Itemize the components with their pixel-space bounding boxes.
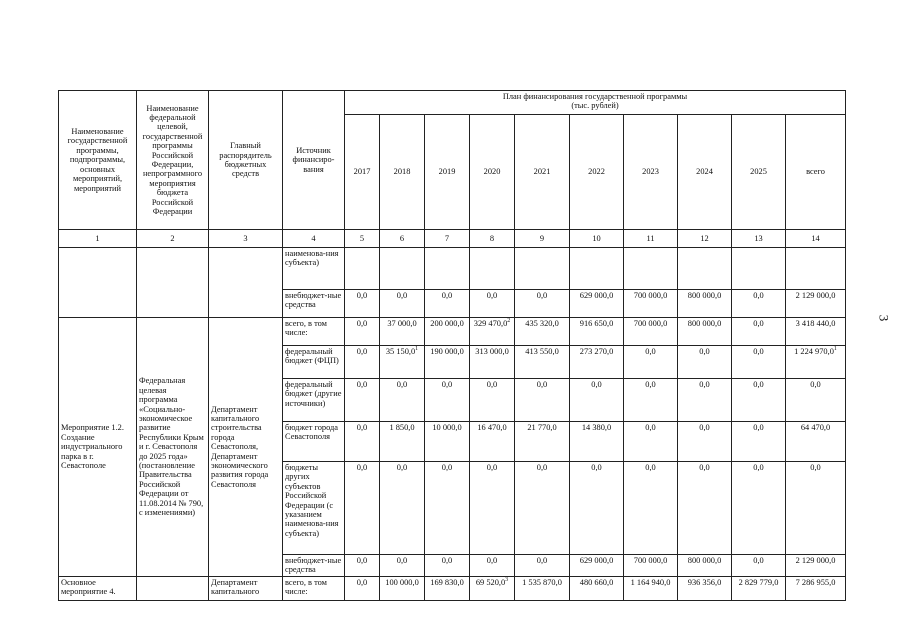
- index-cell: 9: [515, 230, 570, 248]
- value-cell: [345, 462, 380, 555]
- value-text: 0,0: [753, 347, 764, 356]
- value-cell: [380, 555, 425, 577]
- value-cell: [732, 346, 786, 379]
- value-cell: [678, 248, 732, 290]
- index-cell: 7: [425, 230, 470, 248]
- value-text: 2 129 000,0: [795, 291, 836, 300]
- header-year: 2017: [345, 115, 380, 230]
- value-cell: [732, 379, 786, 422]
- value-cell: [380, 248, 425, 290]
- value-text: 936 356,0: [687, 577, 722, 587]
- value-cell: [624, 248, 678, 290]
- source-cell: внебюджет-ные средства: [283, 290, 345, 318]
- value-text: 700 000,0: [633, 319, 668, 328]
- value-cell: [425, 422, 470, 462]
- value-text: 273 270,0: [579, 347, 614, 356]
- value-text: 0,0: [645, 380, 656, 389]
- index-cell: 4: [283, 230, 345, 248]
- value-text: 0,0: [536, 463, 548, 472]
- header-year: 2018: [380, 115, 425, 230]
- value-text: 190 000,0: [430, 347, 464, 356]
- value-cell: [345, 346, 380, 379]
- value-cell: [624, 462, 678, 555]
- main-measure-manager: Департамент капитального: [209, 576, 283, 600]
- value-text: 35 150,0: [385, 347, 416, 356]
- value-text: 0,0: [536, 380, 548, 389]
- value-cell: [425, 248, 470, 290]
- index-cell: 5: [345, 230, 380, 248]
- value-cell: [470, 555, 515, 577]
- main-measure-name: Основное мероприятие 4.: [59, 576, 137, 600]
- value-text: 329 470,0: [473, 319, 508, 328]
- header-col2: Наименование федеральной целевой, государственной программы Российской Федерации, непрограммного мероприятия бюджета Российской Федерации: [137, 91, 209, 230]
- value-cell: [345, 555, 380, 577]
- index-cell: 3: [209, 230, 283, 248]
- value-text: 37 000,0: [387, 319, 417, 328]
- value-cell: [786, 318, 846, 346]
- value-cell: [515, 318, 570, 346]
- value-text: 0,0: [356, 423, 368, 432]
- value-text: 0,0: [810, 463, 821, 472]
- value-cell: [678, 290, 732, 318]
- value-text: 0,0: [753, 463, 764, 472]
- value-text: 0,0: [591, 463, 602, 472]
- value-cell: [380, 346, 425, 379]
- value-cell: [345, 576, 380, 600]
- empty-cell: [137, 248, 209, 318]
- empty-cell: [209, 248, 283, 318]
- value-text: 64 470,0: [800, 423, 831, 432]
- index-cell: 13: [732, 230, 786, 248]
- value-cell: [570, 379, 624, 422]
- table-row: [59, 248, 846, 290]
- value-cell: [732, 462, 786, 555]
- value-text: 0,0: [356, 347, 368, 356]
- value-cell: [678, 318, 732, 346]
- value-text: 0,0: [396, 463, 408, 472]
- value-cell: [345, 379, 380, 422]
- value-cell: [624, 576, 678, 600]
- value-text: 0,0: [699, 463, 710, 472]
- value-cell: [380, 576, 425, 600]
- header-year: 2020: [470, 115, 515, 230]
- value-cell: [732, 290, 786, 318]
- value-cell: [470, 422, 515, 462]
- value-cell: [624, 379, 678, 422]
- value-text: 0,0: [396, 380, 408, 389]
- value-cell: [678, 346, 732, 379]
- value-text: 169 830,0: [430, 577, 464, 587]
- index-cell: 10: [570, 230, 624, 248]
- value-text: 0,0: [810, 380, 821, 389]
- footnote-mark: 3: [505, 577, 509, 584]
- header-year: 2022: [570, 115, 624, 230]
- value-cell: [380, 422, 425, 462]
- value-cell: [570, 290, 624, 318]
- value-cell: [470, 379, 515, 422]
- value-text: 2 829 779,0: [738, 577, 779, 587]
- header-col1: Наименование государственной программы, подпрограммы, основных мероприятий, мероприятий: [59, 91, 137, 230]
- value-text: 0,0: [645, 463, 656, 472]
- value-text: 0,0: [536, 556, 548, 565]
- footnote-mark: 2: [507, 318, 511, 325]
- value-text: 413 550,0: [525, 347, 559, 356]
- value-cell: [732, 318, 786, 346]
- value-text: 480 660,0: [579, 577, 614, 587]
- value-text: 0,0: [753, 319, 764, 328]
- value-cell: [515, 462, 570, 555]
- index-cell: 12: [678, 230, 732, 248]
- value-text: 0,0: [356, 291, 368, 300]
- value-cell: [515, 576, 570, 600]
- page-number: 3: [876, 314, 892, 322]
- table-row: [59, 318, 846, 346]
- value-text: 69 520,0: [475, 577, 506, 587]
- index-cell: 11: [624, 230, 678, 248]
- index-cell: 8: [470, 230, 515, 248]
- value-cell: [470, 346, 515, 379]
- value-cell: [786, 290, 846, 318]
- value-cell: [470, 462, 515, 555]
- value-text: 0,0: [699, 380, 710, 389]
- value-text: 0,0: [591, 380, 602, 389]
- value-cell: [425, 290, 470, 318]
- value-text: 313 000,0: [475, 347, 509, 356]
- index-cell: 2: [137, 230, 209, 248]
- value-cell: [786, 248, 846, 290]
- value-text: 435 320,0: [525, 319, 559, 328]
- value-cell: [786, 462, 846, 555]
- value-cell: [380, 462, 425, 555]
- source-cell: бюджеты других субъектов Российской Федерации (с указанием наименова-ния субъекта): [283, 462, 345, 555]
- value-cell: [624, 422, 678, 462]
- value-text: 0,0: [356, 319, 368, 328]
- value-cell: [678, 379, 732, 422]
- plan-unit: (тыс. рублей): [571, 101, 619, 111]
- header-col3: Главный распорядитель бюджетных средств: [209, 91, 283, 230]
- value-text: 0,0: [645, 347, 656, 356]
- value-cell: [345, 422, 380, 462]
- empty-cell: [59, 248, 137, 318]
- value-cell: [624, 555, 678, 577]
- value-cell: [570, 248, 624, 290]
- value-text: 629 000,0: [579, 556, 614, 565]
- header-row-1: [59, 91, 846, 115]
- value-text: 1 535 870,0: [522, 577, 562, 587]
- footnote-mark: 1: [833, 346, 837, 353]
- value-cell: [570, 555, 624, 577]
- value-cell: [470, 248, 515, 290]
- table-row: [59, 576, 846, 600]
- source-cell: бюджет города Севастополя: [283, 422, 345, 462]
- value-cell: [678, 462, 732, 555]
- value-text: 0,0: [486, 463, 498, 472]
- value-cell: [786, 422, 846, 462]
- program-name: Федеральная целевая программа «Социально-экономическое развитие Республики Крым и г. Севастополя до 2025 года» (постановление Правительства Российской Федерации от 11.08.2014 № 790, с изменениями): [137, 318, 209, 577]
- index-row: [59, 230, 846, 248]
- value-text: 2 129 000,0: [795, 556, 836, 565]
- source-cell: всего, в том числе:: [283, 318, 345, 346]
- value-cell: [624, 318, 678, 346]
- header-plan: [345, 91, 846, 115]
- header-year: 2025: [732, 115, 786, 230]
- header-year: 2024: [678, 115, 732, 230]
- value-cell: [570, 346, 624, 379]
- value-cell: [786, 555, 846, 577]
- value-cell: [345, 318, 380, 346]
- value-text: 800 000,0: [687, 291, 722, 300]
- value-text: 1 850,0: [389, 423, 415, 432]
- value-text: 0,0: [441, 463, 453, 472]
- value-cell: [425, 555, 470, 577]
- value-text: 7 286 955,0: [795, 577, 836, 587]
- value-cell: [515, 555, 570, 577]
- value-cell: [425, 462, 470, 555]
- value-text: 0,0: [753, 423, 764, 432]
- value-cell: [732, 248, 786, 290]
- value-text: 0,0: [753, 291, 764, 300]
- value-cell: [425, 318, 470, 346]
- header-year: 2019: [425, 115, 470, 230]
- value-text: 700 000,0: [633, 556, 668, 565]
- value-text: 1 224 970,0: [794, 347, 834, 356]
- value-text: 700 000,0: [633, 291, 668, 300]
- plan-title: План финансирования государственной программы: [502, 92, 688, 101]
- value-text: 0,0: [356, 463, 368, 472]
- value-text: 0,0: [536, 291, 548, 300]
- main-measure-program: [137, 576, 209, 600]
- value-text: 0,0: [753, 556, 764, 565]
- value-text: 0,0: [356, 556, 368, 565]
- source-cell: внебюджет-ные средства: [283, 555, 345, 577]
- value-text: 800 000,0: [687, 319, 722, 328]
- value-text: 0,0: [441, 380, 453, 389]
- value-cell: [786, 379, 846, 422]
- financing-table: [58, 90, 846, 601]
- value-cell: [380, 290, 425, 318]
- value-cell: [345, 290, 380, 318]
- value-cell: [732, 422, 786, 462]
- value-cell: [515, 290, 570, 318]
- value-text: 0,0: [441, 556, 453, 565]
- value-text: 916 650,0: [579, 319, 614, 328]
- header-year: 2023: [624, 115, 678, 230]
- index-cell: 1: [59, 230, 137, 248]
- value-text: 0,0: [486, 380, 498, 389]
- value-text: 0,0: [753, 380, 764, 389]
- value-cell: [425, 346, 470, 379]
- value-text: 0,0: [699, 347, 710, 356]
- value-cell: [515, 422, 570, 462]
- value-cell: [570, 462, 624, 555]
- value-text: 21 770,0: [527, 423, 557, 432]
- value-cell: [786, 346, 846, 379]
- value-cell: [570, 318, 624, 346]
- value-cell: [470, 290, 515, 318]
- header-year: 2021: [515, 115, 570, 230]
- value-cell: [570, 422, 624, 462]
- value-cell: [732, 576, 786, 600]
- value-cell: [678, 422, 732, 462]
- value-cell: [345, 248, 380, 290]
- value-text: 800 000,0: [687, 556, 722, 565]
- value-text: 0,0: [486, 556, 498, 565]
- value-text: 0,0: [356, 380, 368, 389]
- value-cell: [515, 379, 570, 422]
- source-cell: всего, в том числе:: [283, 576, 345, 600]
- index-cell: 6: [380, 230, 425, 248]
- value-cell: [425, 379, 470, 422]
- value-cell: [678, 555, 732, 577]
- value-cell: [570, 576, 624, 600]
- header-year: всего: [786, 115, 846, 230]
- value-text: 14 380,0: [581, 423, 612, 432]
- value-text: 0,0: [486, 291, 498, 300]
- value-text: 0,0: [645, 423, 656, 432]
- value-text: 100 000,0: [385, 577, 419, 587]
- budget-manager: Департамент капитального строительства города Севастополя, Департамент экономического развития города Севастополя: [209, 318, 283, 577]
- value-cell: [515, 248, 570, 290]
- value-text: 1 164 940,0: [630, 577, 671, 587]
- source-cell: наименова-ния субъекта): [283, 248, 345, 290]
- value-cell: [786, 576, 846, 600]
- measure-name: Мероприятие 1.2. Создание индустриального парка в г. Севастополе: [59, 318, 137, 577]
- value-text: 3 418 440,0: [795, 319, 836, 328]
- header-col4: Источник финансиро-вания: [283, 91, 345, 230]
- value-text: 16 470,0: [477, 423, 507, 432]
- value-text: 0,0: [396, 291, 408, 300]
- value-cell: [624, 346, 678, 379]
- footnote-mark: 1: [415, 346, 419, 353]
- value-text: 0,0: [356, 577, 368, 587]
- value-cell: [515, 346, 570, 379]
- value-text: 0,0: [441, 291, 453, 300]
- source-cell: федеральный бюджет (ФЦП): [283, 346, 345, 379]
- value-cell: [380, 318, 425, 346]
- value-cell: [380, 379, 425, 422]
- value-cell: [470, 576, 515, 600]
- value-cell: [470, 318, 515, 346]
- index-cell: 14: [786, 230, 846, 248]
- value-cell: [732, 555, 786, 577]
- value-cell: [678, 576, 732, 600]
- value-cell: [624, 290, 678, 318]
- value-cell: [425, 576, 470, 600]
- value-text: 10 000,0: [432, 423, 462, 432]
- source-cell: федеральный бюджет (другие источники): [283, 379, 345, 422]
- value-text: 0,0: [699, 423, 710, 432]
- value-text: 200 000,0: [430, 319, 464, 328]
- value-text: 629 000,0: [579, 291, 614, 300]
- value-text: 0,0: [396, 556, 408, 565]
